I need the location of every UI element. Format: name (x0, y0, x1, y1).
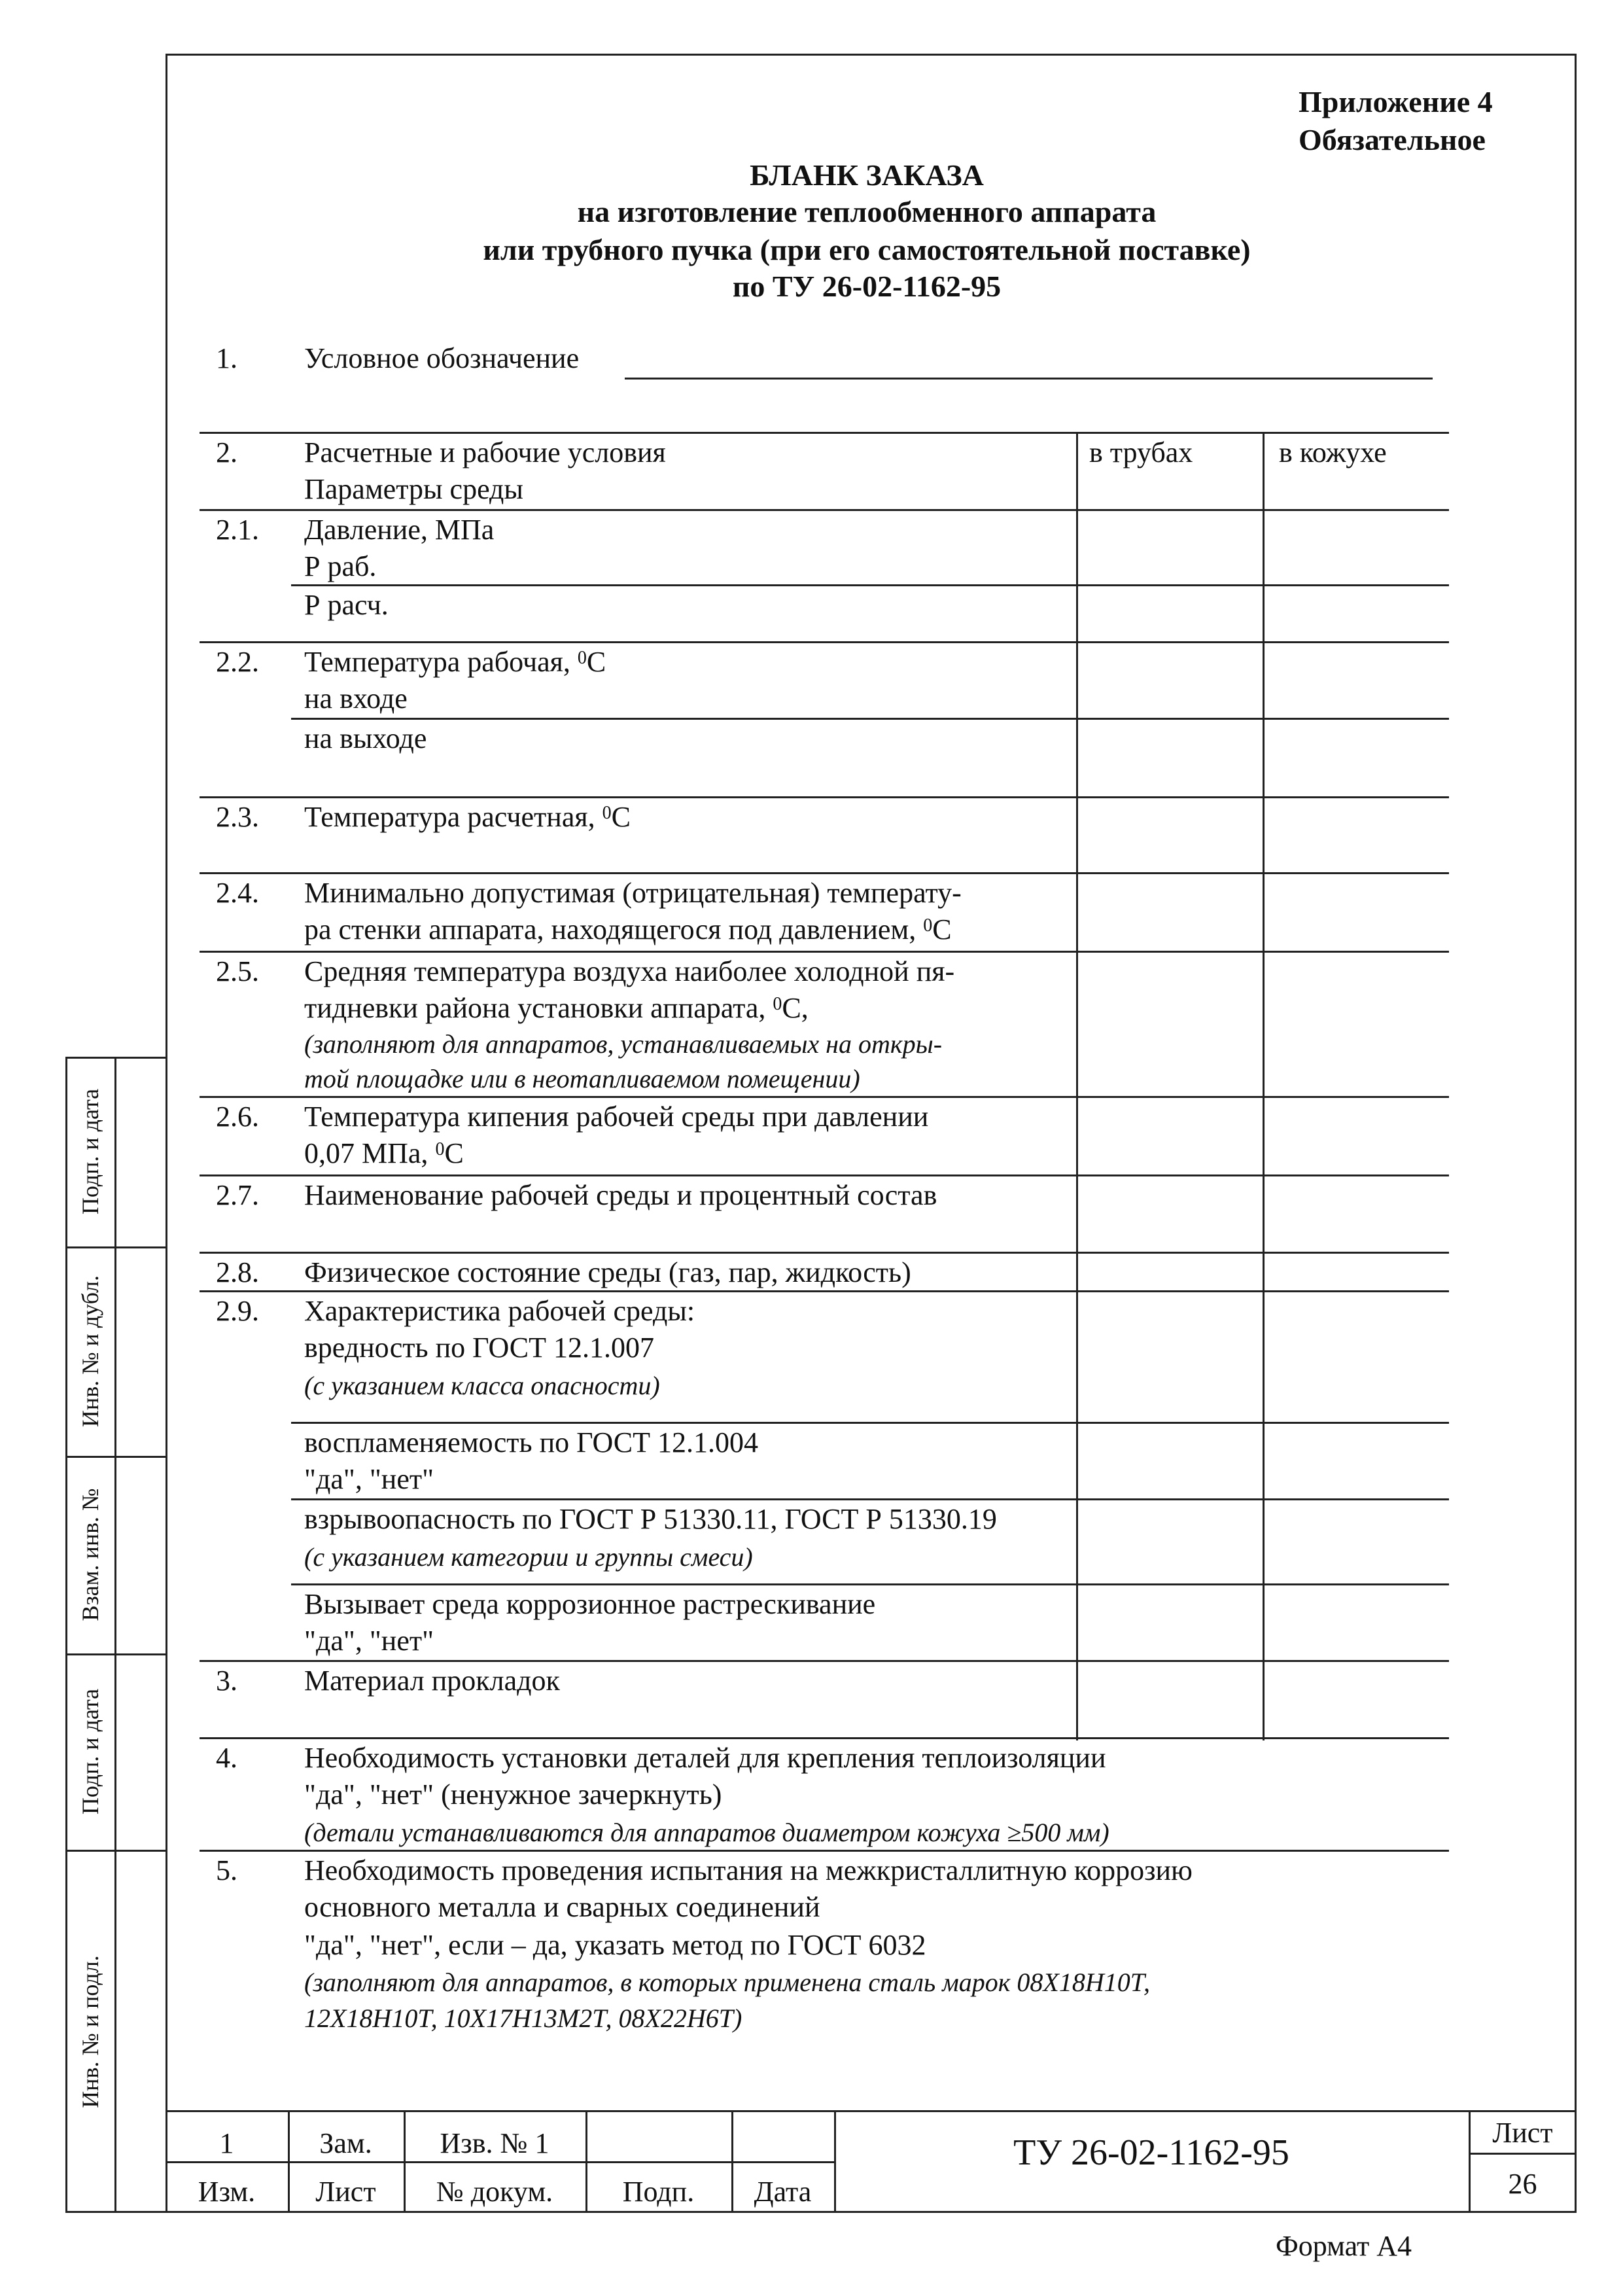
row2-line1: Расчетные и рабочие условия (304, 436, 666, 468)
row29-line5: взрывоопасность по ГОСТ Р 51330.11, ГОСТ Р 51330.19 (304, 1503, 997, 1535)
row27-num: 2.7. (216, 1179, 259, 1211)
row25-line2: тидневки района установки аппарата, $^0$С, (304, 992, 809, 1024)
row26-line2: 0,07 МПа, $^0$С (304, 1137, 464, 1169)
item5-note2: 12Х18Н10Т, 10Х17Н13М2Т, 08Х22Н6Т) (304, 2004, 742, 2033)
row25-num: 2.5. (216, 955, 259, 987)
row2-line2: Параметры среды (304, 473, 523, 505)
appendix-label: Приложение 4 (1299, 85, 1493, 118)
page-title: БЛАНК ЗАКАЗА (750, 158, 984, 192)
row29-num: 2.9. (216, 1295, 259, 1327)
item4-num: 4. (216, 1742, 237, 1774)
row26-line1: Температура кипения рабочей среды при давлении (304, 1101, 929, 1133)
item1-num: 1. (216, 342, 237, 374)
row3-line1: Материал прокладок (304, 1665, 560, 1697)
row22-line2: на входе (304, 682, 408, 715)
row25-note2: той площадке или в неотапливаемом помещении) (304, 1064, 860, 1093)
row21-num: 2.1. (216, 514, 259, 546)
side-label-vzam-inv: Взам. инв. № (77, 1488, 103, 1621)
item4-note: (детали устанавливаются для аппаратов диаметром кожуха ≥500 мм) (304, 1818, 1109, 1847)
side-label-sign-date-2: Подп. и дата (77, 1688, 103, 1815)
row21-line1: Давление, МПа (304, 514, 495, 546)
row27-line1: Наименование рабочей среды и процентный состав (304, 1179, 937, 1211)
item5-line3: "да", "нет", если – да, указать метод по ГОСТ 6032 (304, 1929, 926, 1961)
item4-line1: Необходимость установки деталей для крепления теплоизоляции (304, 1742, 1106, 1774)
stamp-h-list: Лист (315, 2176, 376, 2208)
row25-line1: Средняя температура воздуха наиболее холодной пя- (304, 955, 955, 987)
row3-num: 3. (216, 1665, 237, 1697)
side-label-sign-date-1: Подп. и дата (77, 1088, 103, 1215)
item5-line1: Необходимость проведения испытания на межкристаллитную коррозию (304, 1854, 1193, 1886)
item1-fill-line[interactable] (625, 378, 1433, 380)
stamp-rev-doc: Изв. № 1 (440, 2127, 550, 2159)
stamp-rev-num: 1 (219, 2127, 234, 2159)
row24-num: 2.4. (216, 877, 259, 909)
stamp-rev-type: Зам. (319, 2127, 372, 2159)
stamp-h-docnum: № докум. (436, 2176, 553, 2208)
row26-num: 2.6. (216, 1101, 259, 1133)
col-header-tubes: в трубах (1089, 436, 1193, 468)
row2-num: 2. (216, 436, 237, 468)
row29-line6: Вызывает среда коррозионное растрескивание (304, 1588, 876, 1620)
row21-line3: Р расч. (304, 589, 389, 621)
row28-num: 2.8. (216, 1256, 259, 1288)
row29-line3: воспламеняемость по ГОСТ 12.1.004 (304, 1426, 759, 1458)
row24-line2: ра стенки аппарата, находящегося под давлением, $^0$С (304, 913, 952, 945)
item5-line2: основного металла и сварных соединений (304, 1891, 820, 1923)
row22-num: 2.2. (216, 646, 259, 678)
stamp-h-date: Дата (754, 2176, 812, 2208)
row29-line2: вредность по ГОСТ 12.1.007 (304, 1332, 655, 1364)
row29-note2: (с указанием категории и группы смеси) (304, 1542, 753, 1572)
subtitle-3: по ТУ 26-02-1162-95 (732, 270, 1002, 303)
row23-line1: Температура расчетная, $^0$С (304, 801, 631, 833)
row21-line2: Р раб. (304, 550, 377, 582)
format-label: Формат А4 (1276, 2230, 1412, 2262)
item5-num: 5. (216, 1854, 237, 1886)
row29-line1: Характеристика рабочей среды: (304, 1295, 695, 1327)
stamp-designation: ТУ 26-02-1162-95 (1013, 2132, 1289, 2173)
mandatory-label: Обязательное (1299, 123, 1486, 156)
item5-note1: (заполняют для аппаратов, в которых применена сталь марок 08Х18Н10Т, (304, 1968, 1151, 1997)
row28-line1: Физическое состояние среды (газ, пар, жидкость) (304, 1256, 911, 1288)
row23-num: 2.3. (216, 801, 259, 833)
row24-line1: Минимально допустимая (отрицательная) температу- (304, 877, 962, 909)
row29-note1: (с указанием класса опасности) (304, 1371, 660, 1400)
row22-line3: на выходе (304, 722, 427, 754)
stamp-sheet-num: 26 (1508, 2168, 1537, 2200)
stamp-h-izm: Изм. (198, 2176, 256, 2208)
stamp-sheet-label: Лист (1492, 2117, 1553, 2149)
item4-line2: "да", "нет" (ненужное зачеркнуть) (304, 1778, 722, 1810)
subtitle-1: на изготовление теплообменного аппарата (577, 195, 1157, 228)
row29-line4: "да", "нет" (304, 1463, 434, 1495)
side-label-inv-dubl: Инв. № и дубл. (77, 1275, 103, 1428)
stamp-h-podp: Подп. (622, 2176, 695, 2208)
item1-label: Условное обозначение (304, 342, 580, 374)
subtitle-2: или трубного пучка (при его самостоятельной поставке) (483, 233, 1251, 266)
side-label-inv-podl: Инв. № и подл. (77, 1955, 103, 2108)
row29-line7: "да", "нет" (304, 1625, 434, 1657)
row22-line1: Температура рабочая, $^0$С (304, 646, 606, 678)
col-header-shell: в кожухе (1279, 436, 1387, 468)
row25-note1: (заполняют для аппаратов, устанавливаемых на откры- (304, 1029, 943, 1059)
